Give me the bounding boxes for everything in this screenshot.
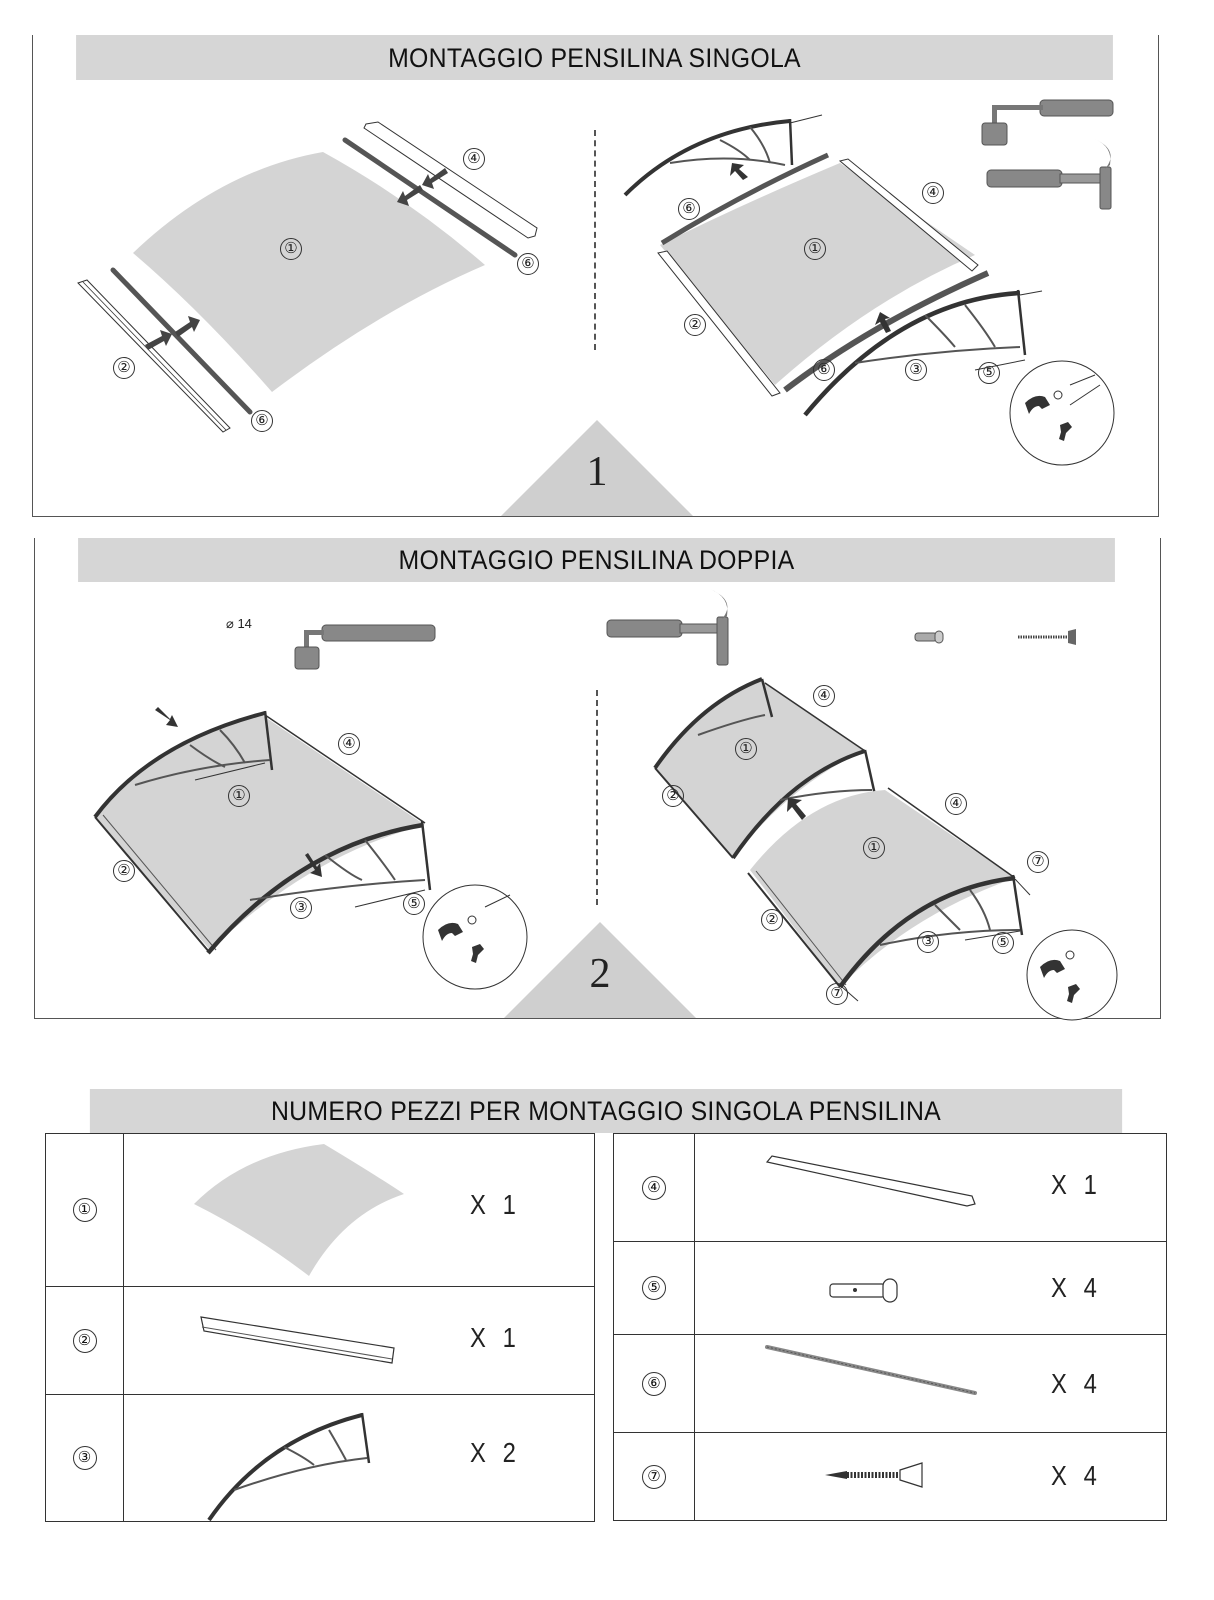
label-1: ① bbox=[280, 238, 302, 260]
part-quantity: X 4 bbox=[1051, 1460, 1103, 1491]
label-1: ① bbox=[804, 238, 826, 260]
part-quantity: X 4 bbox=[1051, 1368, 1103, 1399]
label-7: ⑦ bbox=[1027, 851, 1049, 873]
part-number: ⑦ bbox=[642, 1465, 666, 1489]
label-5: ⑤ bbox=[403, 893, 425, 915]
label-2: ② bbox=[761, 909, 783, 931]
table-row bbox=[614, 1335, 1167, 1433]
label-6: ⑥ bbox=[251, 410, 273, 432]
panel-divider bbox=[594, 130, 596, 350]
label-2: ② bbox=[113, 860, 135, 882]
roof-panel-icon bbox=[124, 1134, 597, 1287]
part-quantity: X 4 bbox=[1051, 1272, 1103, 1303]
label-3: ③ bbox=[917, 931, 939, 953]
table-row bbox=[46, 1134, 595, 1287]
table-row bbox=[614, 1242, 1167, 1335]
part-number: ⑤ bbox=[642, 1276, 666, 1300]
step-number: 2 bbox=[589, 951, 611, 997]
step-number: 1 bbox=[586, 449, 608, 495]
claw-hammer-icon bbox=[600, 85, 1160, 475]
part-quantity: X 2 bbox=[470, 1437, 522, 1468]
label-5: ⑤ bbox=[978, 362, 1000, 384]
label-3: ③ bbox=[905, 359, 927, 381]
label-1: ① bbox=[228, 785, 250, 807]
parts-title-text: NUMERO PEZZI PER MONTAGGIO SINGOLA PENSILINA bbox=[270, 1096, 942, 1126]
label-7: ⑦ bbox=[826, 983, 848, 1005]
step2-left-diagram bbox=[40, 595, 590, 955]
label-1: ① bbox=[863, 837, 885, 859]
section-title-text: MONTAGGIO PENSILINA DOPPIA bbox=[398, 545, 795, 575]
step1-left-diagram bbox=[40, 110, 590, 440]
part-number: ③ bbox=[73, 1446, 97, 1470]
section-title-double bbox=[78, 538, 1115, 582]
label-5: ⑤ bbox=[992, 932, 1014, 954]
bracket-icon bbox=[124, 1395, 597, 1522]
label-2: ② bbox=[662, 785, 684, 807]
wrench-size-label: ⌀ 14 bbox=[226, 616, 252, 631]
part-number: ④ bbox=[642, 1176, 666, 1200]
label-6: ⑥ bbox=[678, 198, 700, 220]
label-2: ② bbox=[684, 314, 706, 336]
parts-table-right bbox=[613, 1133, 1167, 1521]
section-title-single bbox=[76, 35, 1113, 80]
label-4: ④ bbox=[813, 685, 835, 707]
label-4: ④ bbox=[463, 148, 485, 170]
front-profile-icon bbox=[124, 1287, 597, 1395]
table-row bbox=[614, 1134, 1167, 1242]
section-title-text: MONTAGGIO PENSILINA SINGOLA bbox=[388, 43, 801, 73]
part-number: ① bbox=[73, 1198, 97, 1222]
part-quantity: X 1 bbox=[470, 1189, 522, 1220]
table-row bbox=[614, 1433, 1167, 1521]
part-quantity: X 1 bbox=[1051, 1169, 1103, 1200]
part-quantity: X 1 bbox=[470, 1322, 522, 1353]
label-2: ② bbox=[113, 357, 135, 379]
parts-table-left bbox=[45, 1133, 595, 1522]
single-canopy-diagram bbox=[40, 595, 590, 955]
panel-strips-diagram bbox=[40, 110, 590, 440]
table-row bbox=[46, 1395, 595, 1522]
label-6: ⑥ bbox=[813, 359, 835, 381]
label-3: ③ bbox=[290, 897, 312, 919]
label-6: ⑥ bbox=[517, 253, 539, 275]
label-4: ④ bbox=[922, 182, 944, 204]
label-1: ① bbox=[735, 738, 757, 760]
step1-right-diagram bbox=[600, 85, 1160, 475]
parts-title-bar bbox=[90, 1089, 1122, 1133]
label-4: ④ bbox=[338, 733, 360, 755]
part-number: ⑥ bbox=[642, 1372, 666, 1396]
part-number: ② bbox=[73, 1329, 97, 1353]
table-row bbox=[46, 1287, 595, 1395]
label-4: ④ bbox=[945, 793, 967, 815]
